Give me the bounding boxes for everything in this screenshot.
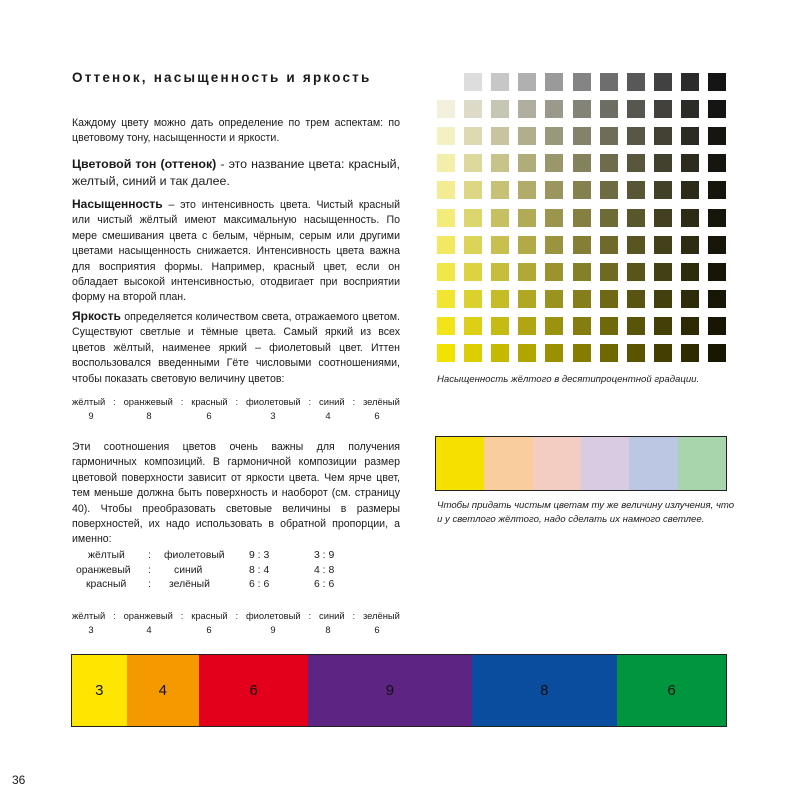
grid-swatch bbox=[681, 317, 699, 335]
page-title: Оттенок, насыщенность и яркость bbox=[72, 70, 372, 85]
grid-swatch bbox=[464, 127, 482, 145]
grid-swatch bbox=[437, 209, 455, 227]
grid-swatch bbox=[600, 127, 618, 145]
area-value: 9 bbox=[270, 624, 276, 635]
bar-segment: 8 bbox=[472, 655, 617, 726]
proportion-bar bbox=[71, 654, 727, 727]
grid-swatch bbox=[491, 73, 509, 91]
hue-paragraph bbox=[72, 156, 400, 189]
harmony-paragraph: Эти соотношения цветов очень важны для получения гармоничных композиций. В гармоничной композиции размер цветовой поверхности зависит от яркости цвета. Чем ярче цвет, тем меньше должна быть поверхность и наоборот (см. страницу 40). Чтобы преобразовать световые величины в размеры поверхностей, их надо использовать в обратной пропорции, а именно: bbox=[72, 441, 400, 546]
proportion-inverse: 4 : 8 bbox=[314, 564, 335, 576]
grid-swatch bbox=[708, 236, 726, 254]
area-color: красный bbox=[191, 610, 228, 621]
grid-swatch bbox=[491, 154, 509, 172]
grid-swatch bbox=[491, 209, 509, 227]
grid-swatch bbox=[437, 127, 455, 145]
bar-segment: 6 bbox=[617, 655, 726, 726]
grid-swatch bbox=[654, 344, 672, 362]
grid-swatch bbox=[573, 209, 591, 227]
grid-swatch bbox=[654, 236, 672, 254]
grid-swatch bbox=[518, 100, 536, 118]
saturation-paragraph bbox=[72, 197, 400, 306]
grid-swatch bbox=[573, 73, 591, 91]
grid-swatch bbox=[437, 290, 455, 308]
grid-swatch bbox=[437, 344, 455, 362]
grid-swatch bbox=[627, 154, 645, 172]
goethe-value: 8 bbox=[146, 410, 152, 421]
grid-swatch bbox=[573, 317, 591, 335]
pastel-swatch-strip bbox=[435, 436, 727, 491]
grid-swatch bbox=[464, 317, 482, 335]
area-color: жёлтый bbox=[72, 610, 106, 621]
bar-segment: 9 bbox=[308, 655, 472, 726]
goethe-value: 6 bbox=[374, 410, 380, 421]
goethe-color: жёлтый bbox=[72, 396, 106, 407]
grid-swatch bbox=[654, 181, 672, 199]
swatch-violet bbox=[581, 437, 629, 490]
grid-swatch bbox=[518, 344, 536, 362]
grid-swatch bbox=[491, 236, 509, 254]
grid-swatch bbox=[627, 73, 645, 91]
goethe-value: 4 bbox=[325, 410, 331, 421]
goethe-color-row: жёлтый : оранжевый : красный : фиолетовый : синий : зелёный bbox=[72, 396, 400, 407]
grid-swatch bbox=[708, 154, 726, 172]
goethe-color: синий bbox=[319, 396, 345, 407]
grid-swatch bbox=[437, 154, 455, 172]
grid-swatch bbox=[627, 100, 645, 118]
hue-term: Цветовой тон (оттенок) bbox=[72, 157, 217, 171]
grid-swatch bbox=[545, 344, 563, 362]
grid-swatch bbox=[627, 344, 645, 362]
grid-swatch bbox=[464, 181, 482, 199]
grid-swatch bbox=[708, 344, 726, 362]
area-color: синий bbox=[319, 610, 345, 621]
proportion-color-a: оранжевый bbox=[76, 564, 131, 576]
grid-swatch bbox=[627, 181, 645, 199]
grid-swatch bbox=[464, 263, 482, 281]
grid-swatch bbox=[654, 290, 672, 308]
proportion-ratio: 8 : 4 bbox=[249, 564, 270, 576]
grid-swatch bbox=[627, 236, 645, 254]
grid-swatch bbox=[437, 263, 455, 281]
grid-swatch bbox=[627, 263, 645, 281]
grid-swatch bbox=[518, 209, 536, 227]
grid-swatch bbox=[573, 127, 591, 145]
separator: : bbox=[148, 550, 151, 561]
grid-swatch bbox=[654, 263, 672, 281]
grid-swatch bbox=[681, 236, 699, 254]
grid-swatch bbox=[600, 154, 618, 172]
swatch-red bbox=[533, 437, 581, 490]
grid-swatch bbox=[573, 100, 591, 118]
grid-swatch bbox=[708, 263, 726, 281]
bar-segment: 6 bbox=[199, 655, 308, 726]
area-color: оранжевый bbox=[123, 610, 173, 621]
area-color-row: жёлтый : оранжевый : красный : фиолетовый : синий : зелёный bbox=[72, 610, 400, 621]
grid-swatch bbox=[491, 263, 509, 281]
grid-swatch bbox=[437, 236, 455, 254]
grid-swatch bbox=[545, 100, 563, 118]
grid-swatch bbox=[464, 154, 482, 172]
grid-swatch bbox=[464, 209, 482, 227]
saturation-term: Насыщенность bbox=[72, 197, 163, 211]
proportion-ratio: 6 : 6 bbox=[249, 579, 270, 590]
intro-paragraph: Каждому цвету можно дать определение по трем аспектам: по цветовому тону, насыщенности и яркости. bbox=[72, 117, 400, 145]
grid-swatch bbox=[654, 317, 672, 335]
grid-swatch bbox=[681, 100, 699, 118]
area-value: 8 bbox=[325, 624, 331, 635]
grid-swatch bbox=[681, 73, 699, 91]
grid-swatch bbox=[681, 263, 699, 281]
proportion-color-a: красный bbox=[86, 579, 127, 590]
grid-swatch bbox=[464, 344, 482, 362]
swatch-orange bbox=[484, 437, 532, 490]
grid-swatch bbox=[627, 209, 645, 227]
grid-swatch bbox=[600, 181, 618, 199]
brightness-text: определяется количеством света, отражаемого цветом. Существуют светлые и тёмные цвета. Самый яркий из всех цветов жёлтый, наименее яркий – фиолетовый цвет. Иттен воспользовался введенными Гёте числовыми соотношениями, чтобы показать световую величину цветов: bbox=[72, 311, 400, 385]
proportion-color-b: фиолетовый bbox=[164, 550, 225, 561]
grid-swatch bbox=[573, 344, 591, 362]
area-value: 3 bbox=[88, 624, 94, 635]
grid-swatch bbox=[708, 209, 726, 227]
grid-swatch bbox=[437, 73, 455, 91]
grid-swatch bbox=[518, 127, 536, 145]
grid-swatch bbox=[464, 100, 482, 118]
grid-swatch bbox=[600, 100, 618, 118]
swatch-green bbox=[678, 437, 726, 490]
grid-swatch bbox=[627, 290, 645, 308]
goethe-color: фиолетовый bbox=[245, 396, 301, 407]
proportion-inverse: 3 : 9 bbox=[314, 550, 335, 561]
grid-swatch bbox=[545, 290, 563, 308]
proportion-inverse: 6 : 6 bbox=[314, 579, 335, 590]
grid-swatch bbox=[654, 209, 672, 227]
area-value: 6 bbox=[206, 624, 212, 635]
separator: : bbox=[148, 564, 151, 576]
grid-swatch bbox=[518, 317, 536, 335]
grid-swatch bbox=[708, 127, 726, 145]
grid-swatch bbox=[464, 73, 482, 91]
grid-swatch bbox=[708, 317, 726, 335]
grid-swatch bbox=[518, 290, 536, 308]
grid-swatch bbox=[437, 100, 455, 118]
area-value: 4 bbox=[146, 624, 152, 635]
swatch-blue bbox=[629, 437, 677, 490]
grid-swatch bbox=[545, 154, 563, 172]
grid-swatch bbox=[518, 73, 536, 91]
grid-caption: Насыщенность жёлтого в десятипроцентной градации. bbox=[437, 374, 700, 385]
area-value: 6 bbox=[374, 624, 380, 635]
separator: : bbox=[148, 579, 151, 590]
grid-swatch bbox=[491, 290, 509, 308]
grid-swatch bbox=[518, 263, 536, 281]
goethe-color: красный bbox=[191, 396, 228, 407]
grid-swatch bbox=[600, 317, 618, 335]
grid-swatch bbox=[654, 154, 672, 172]
grid-swatch bbox=[600, 263, 618, 281]
page-number: 36 bbox=[12, 773, 26, 787]
grid-swatch bbox=[600, 290, 618, 308]
goethe-color: оранжевый bbox=[123, 396, 173, 407]
grid-swatch bbox=[573, 290, 591, 308]
grid-swatch bbox=[518, 154, 536, 172]
proportion-color-a: жёлтый bbox=[88, 550, 125, 561]
grid-swatch bbox=[708, 100, 726, 118]
grid-swatch bbox=[708, 73, 726, 91]
grid-swatch bbox=[573, 154, 591, 172]
area-color: фиолетовый bbox=[245, 610, 301, 621]
grid-swatch bbox=[464, 236, 482, 254]
grid-swatch bbox=[545, 317, 563, 335]
grid-swatch bbox=[654, 100, 672, 118]
grid-swatch bbox=[627, 127, 645, 145]
grid-swatch bbox=[573, 263, 591, 281]
goethe-color: зелёный bbox=[362, 396, 400, 407]
grid-swatch bbox=[545, 127, 563, 145]
strip-caption: Чтобы придать чистым цветам ту же величину излучения, что и у светлого жёлтого, надо сделать их намного светлее. bbox=[437, 500, 735, 525]
goethe-value: 9 bbox=[88, 410, 94, 421]
grid-swatch bbox=[654, 127, 672, 145]
goethe-value: 6 bbox=[206, 410, 212, 421]
brightness-paragraph bbox=[72, 309, 400, 387]
grid-swatch bbox=[600, 73, 618, 91]
grid-swatch bbox=[518, 181, 536, 199]
grid-swatch bbox=[627, 317, 645, 335]
area-color: зелёный bbox=[362, 610, 400, 621]
grid-swatch bbox=[491, 344, 509, 362]
grid-swatch bbox=[464, 290, 482, 308]
grid-swatch bbox=[545, 181, 563, 199]
proportion-color-b: зелёный bbox=[169, 579, 210, 590]
grid-swatch bbox=[437, 181, 455, 199]
grid-swatch bbox=[437, 317, 455, 335]
grid-swatch bbox=[681, 154, 699, 172]
grid-swatch bbox=[708, 290, 726, 308]
swatch-yellow bbox=[436, 437, 484, 490]
bar-segment: 4 bbox=[127, 655, 200, 726]
grid-swatch bbox=[545, 73, 563, 91]
grid-swatch bbox=[708, 181, 726, 199]
bar-segment: 3 bbox=[72, 655, 127, 726]
grid-swatch bbox=[573, 181, 591, 199]
brightness-term: Яркость bbox=[72, 309, 121, 323]
proportion-color-b: синий bbox=[174, 564, 203, 576]
grid-swatch bbox=[681, 181, 699, 199]
grid-swatch bbox=[681, 290, 699, 308]
grid-swatch bbox=[600, 209, 618, 227]
grid-swatch bbox=[545, 263, 563, 281]
grid-swatch bbox=[654, 73, 672, 91]
grid-swatch bbox=[491, 181, 509, 199]
grid-swatch bbox=[491, 100, 509, 118]
grid-swatch bbox=[600, 236, 618, 254]
grid-swatch bbox=[491, 317, 509, 335]
goethe-value: 3 bbox=[270, 410, 276, 421]
grid-swatch bbox=[573, 236, 591, 254]
saturation-text: – это интенсивность цвета. Чистый красный или чистый жёлтый имеют максимальную насыщенность. По мере смешивания цвета с белым, чёрным, серым или другими цветами насыщенность снижается. Интенсивность цвета важна для восприятия формы. Например, красный цвет, если он обладает высокой интенсивностью, отодвигает при восприятии форму на второй план. bbox=[72, 199, 400, 304]
grid-swatch bbox=[681, 344, 699, 362]
grid-swatch bbox=[545, 236, 563, 254]
grid-swatch bbox=[681, 209, 699, 227]
hue-text: - это название цвета: красный, желтый, синий и так далее. bbox=[72, 157, 400, 188]
grid-swatch bbox=[491, 127, 509, 145]
proportion-ratio: 9 : 3 bbox=[249, 550, 270, 561]
grid-swatch bbox=[545, 209, 563, 227]
grid-swatch bbox=[518, 236, 536, 254]
grid-swatch bbox=[681, 127, 699, 145]
grid-swatch bbox=[600, 344, 618, 362]
